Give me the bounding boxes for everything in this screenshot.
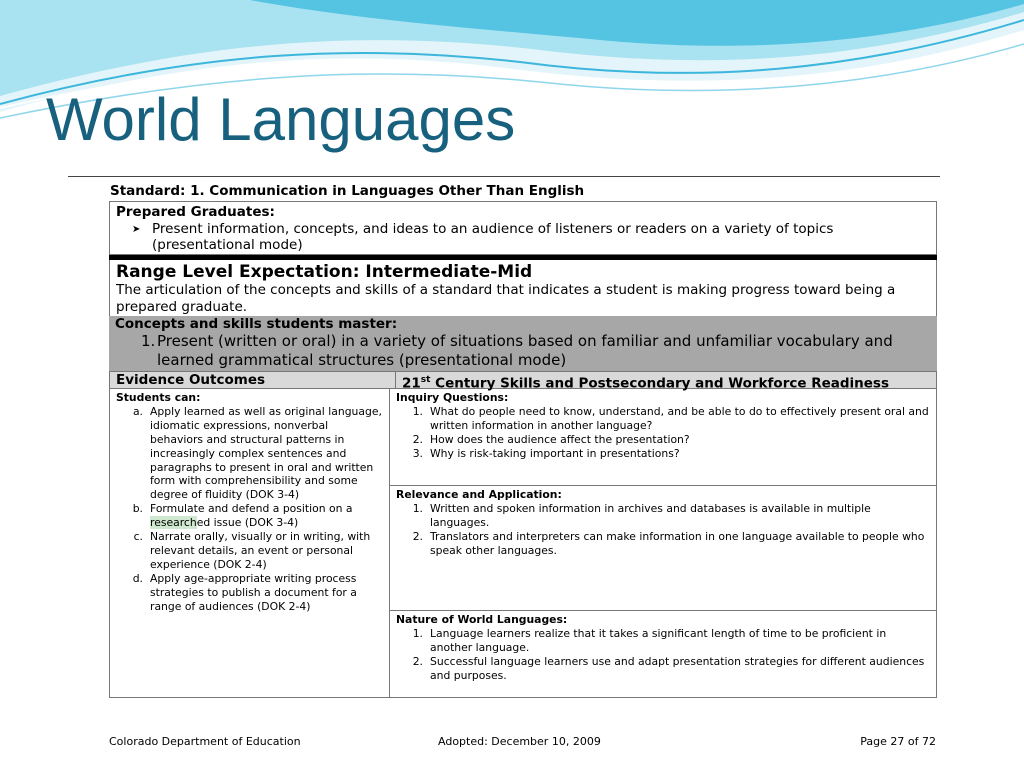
list-item: 2. Translators and interpreters can make information in one language available to people who speak other languages. (412, 529, 925, 557)
list-item: c. Narrate orally, visually or in writing, with relevant details, an event or personal experience (DOK 2-4) (133, 530, 371, 571)
footer-organization: Colorado Department of Education (109, 735, 301, 748)
range-level-description: The articulation of the concepts and skills of a standard that indicates a student is making progress toward being a prepared graduate. (116, 282, 896, 315)
evidence-outcomes-cell (110, 389, 390, 697)
standard-heading: Standard: 1. Communication in Languages Other Than English (110, 183, 585, 199)
prepared-graduates-text: Present information, concepts, and ideas to an audience of listeners or readers on a variety of topics (presentational mode) (152, 221, 834, 253)
list-item: a. Apply learned as well as original language, idiomatic expressions, nonverbal behaviors and structural patterns in increasingly complex sentences and paragraphs to present in oral and written form with comprehensibility and some degree of fluidity (DOK 3-4) (132, 404, 382, 502)
list-item: 1. Written and spoken information in archives and databases is available in multiple languages. (412, 501, 871, 529)
columns-header (109, 371, 937, 392)
list-item: d. Apply age-appropriate writing process strategies to publish a document for a range of audiences (DOK 2-4) (132, 571, 357, 613)
prepared-graduates-item (116, 221, 930, 253)
slide-title: World Languages (46, 86, 516, 153)
list-item: 3. Why is risk-taking important in presentations? (412, 446, 680, 460)
list-item: 1. Language learners realize that it takes a significant length of time to be proficient in another language. (412, 626, 887, 654)
document-image (68, 176, 940, 761)
prepared-graduates-box (109, 201, 937, 255)
arrow-bullet-icon: ➤ (132, 224, 141, 235)
students-can-label: Students can: (116, 391, 201, 404)
range-level-box (109, 260, 937, 316)
relevance-label: Relevance and Application: (396, 488, 562, 501)
concepts-label: Concepts and skills students master: (115, 316, 398, 332)
footer-page-number: Page 27 of 72 (860, 735, 936, 748)
inquiry-questions-label: Inquiry Questions: (396, 391, 509, 404)
nature-label: Nature of World Languages: (396, 613, 568, 626)
concept-text: Present (written or oral) in a variety of situations based on familiar and unfamiliar vocabulary and learned grammatical structures (presentational mode) (157, 332, 893, 369)
highlighted-word: research (150, 516, 197, 530)
prepared-graduates-label: Prepared Graduates: (116, 204, 275, 220)
inquiry-questions-cell (390, 389, 936, 486)
range-level-heading: Range Level Expectation: Intermediate-Mid (116, 262, 533, 282)
list-item: 2. Successful language learners use and adapt presentation strategies for different audiences and purposes. (412, 654, 925, 682)
outcomes-grid (109, 389, 937, 698)
skills-column (390, 389, 936, 697)
concept-number: 1. (141, 332, 156, 350)
evidence-outcomes-header: Evidence Outcomes (110, 372, 396, 388)
nature-of-world-languages-cell (390, 611, 936, 697)
relevance-application-cell (390, 486, 936, 611)
list-item: 1. What do people need to know, understand, and be able to do to effectively present oral and written information in another language? (412, 404, 929, 432)
footer-adopted-date: Adopted: December 10, 2009 (438, 735, 601, 748)
concept-item (141, 332, 931, 370)
list-item: b. Formulate and defend a position on a researched issue (DOK 3-4) (132, 502, 353, 530)
century-skills-header: 21st Century Skills and Postsecondary and Workforce Readiness (402, 375, 889, 392)
concepts-box (109, 316, 937, 371)
list-item: 2. How does the audience affect the presentation? (412, 432, 690, 446)
